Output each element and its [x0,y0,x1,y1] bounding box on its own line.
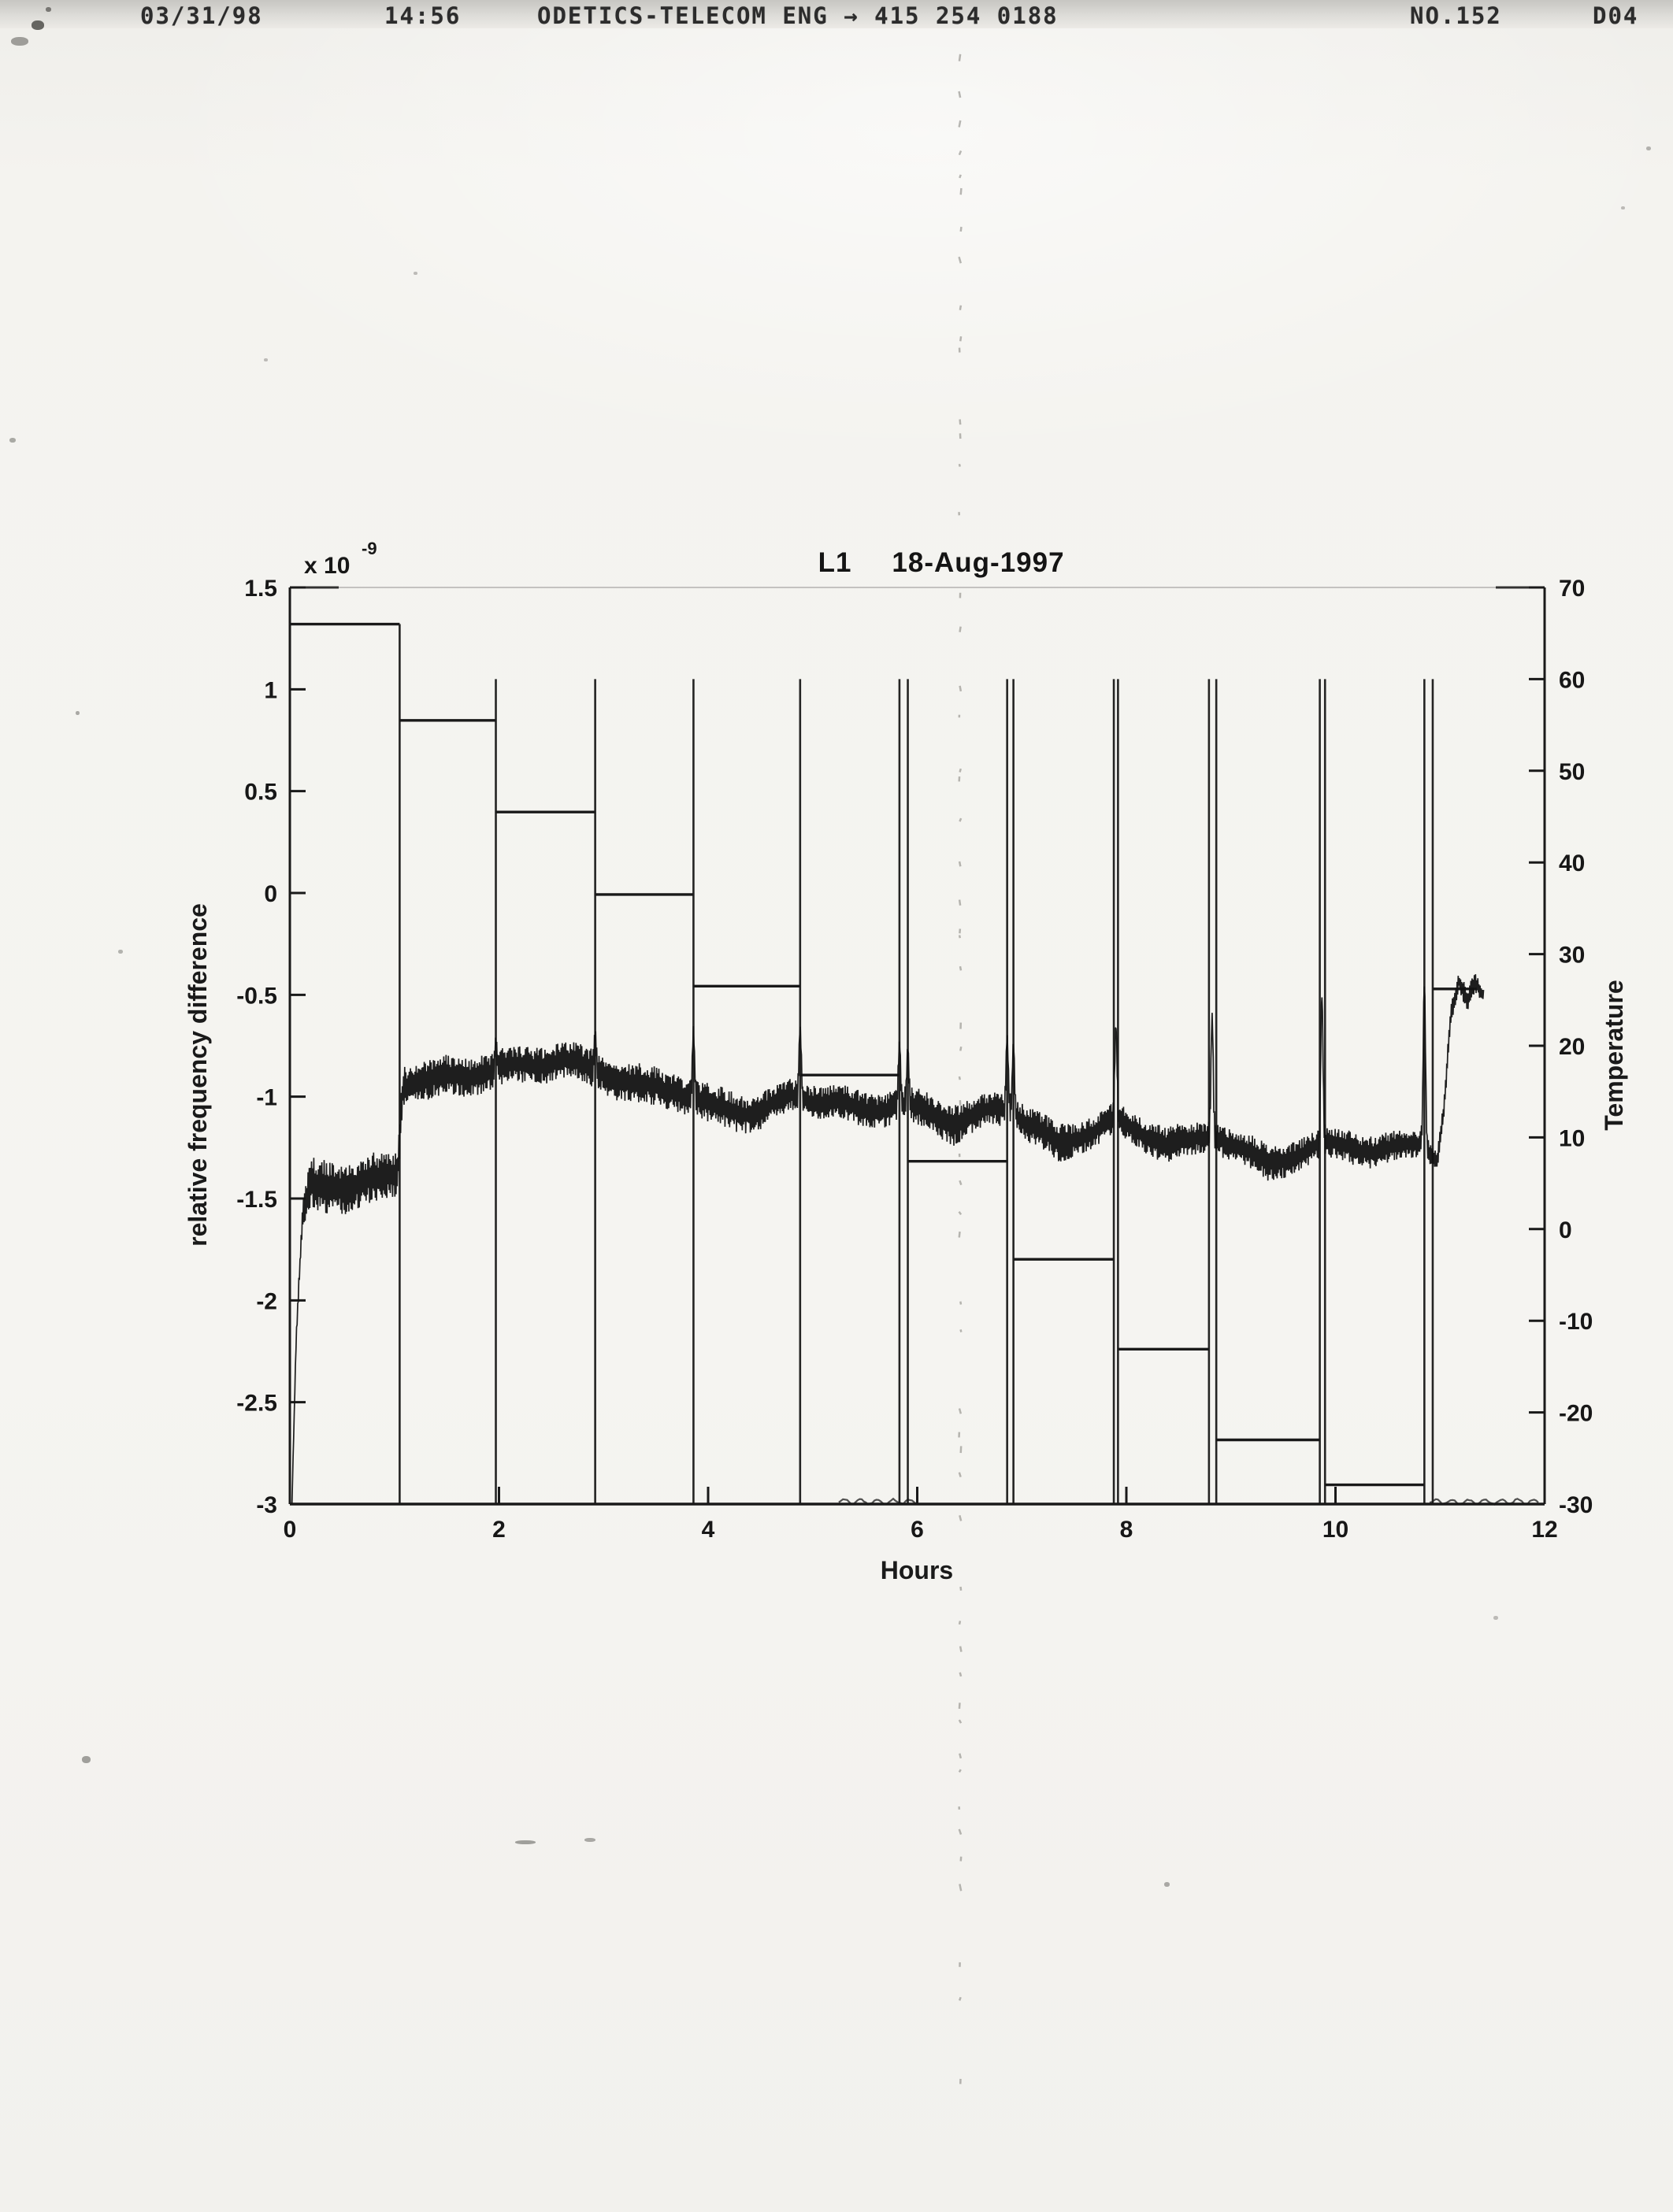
scan-speck [82,1756,91,1763]
fax-date: 03/31/98 [140,2,263,29]
right-tick-label: 70 [1559,576,1586,602]
scan-dot-column-mark [960,627,961,632]
scan-dot-column-mark [961,1587,962,1591]
scan-dot-column-mark [960,1047,961,1050]
scan-dot-column-mark [959,1884,961,1892]
left-tick-label: 0 [264,881,277,907]
fax-time: 14:56 [384,2,462,29]
scan-dot-column-mark [959,1621,960,1624]
scan-dot-column-mark [959,1076,960,1080]
scan-dot-column-mark [959,1754,961,1758]
scan-dot-column-mark [959,1515,961,1521]
scan-speck [9,438,16,443]
scan-dot-column-mark [960,306,961,310]
x-tick-label: 12 [1531,1517,1558,1543]
x-tick-label: 10 [1322,1517,1349,1543]
fax-page-no: NO.152 [1410,2,1502,29]
right-tick-label: -10 [1559,1309,1593,1336]
scan-dot-column-mark [960,1302,961,1305]
scan-dot-column-mark [960,336,961,341]
right-axis-title: Temperature [1600,980,1628,1131]
scan-dot-column-mark [961,188,962,195]
left-tick-label: -3 [256,1492,277,1518]
scan-speck [584,1838,595,1842]
scan-dot-column-mark [959,1720,961,1723]
scan-dot-column-mark [959,1212,962,1215]
scan-speck [1646,146,1651,150]
scan-dot-column-mark [959,1232,960,1237]
scan-dot-column-mark [959,1180,961,1184]
scan-speck [11,37,28,46]
scan-dot-column-mark [959,175,961,178]
fax-route: ODETICS-TELECOM ENG → 415 254 0188 [537,2,1059,29]
scan-dot-column-mark [959,1703,960,1709]
scan-speck [1164,1882,1170,1887]
scan-dot-column-mark [959,1409,961,1414]
scan-dot-column-mark [959,1829,961,1835]
axis-ticks [290,587,1545,1504]
scan-dot-column-mark [959,900,960,906]
left-tick-label: -1 [256,1084,277,1111]
frequency-noise-polyline [292,974,1484,1503]
left-tick-label: 0.5 [244,779,277,806]
scan-dot-column-mark [960,1647,961,1652]
left-tick-label: -2 [256,1288,277,1315]
scan-dot-column-mark [959,120,961,127]
fax-doc-no: D04 [1593,2,1639,29]
chart-title-date: 18-Aug-1997 [892,547,1065,578]
frequency-noise-trace [292,974,1484,1503]
scan-dot-column-mark [960,769,961,772]
scan-dot-column-mark [959,464,960,466]
scan-dot-column-mark [959,54,960,61]
scan-dot-column-mark [961,227,962,232]
scan-dot-column-mark [960,420,961,425]
right-tick-label: -30 [1559,1492,1593,1518]
right-tick-label: 0 [1559,1217,1572,1243]
scan-dot-column-mark [959,91,961,98]
scan-dot-column-mark [960,1329,961,1332]
scan-dot-column-mark [960,686,961,691]
right-tick-label: 40 [1559,850,1586,877]
left-tick-label: 1.5 [244,576,277,602]
right-tick-label: 60 [1559,667,1586,694]
chart-title-series: L1 [818,547,852,578]
scan-speck [118,950,123,954]
scan-speck [76,711,80,715]
scan-speck [515,1840,536,1844]
right-tick-label: 20 [1559,1034,1586,1060]
scan-speck [1621,206,1625,209]
left-tick-label: -2.5 [236,1390,277,1417]
temperature-steps-path [290,624,1477,1485]
scan-speck [414,272,417,275]
x-tick-label: 2 [492,1517,506,1543]
left-axis-title: relative frequency difference [184,903,212,1247]
scan-dot-column-mark [959,861,960,866]
scan-dot-column-mark [959,1997,960,2000]
left-tick-label: -0.5 [236,983,277,1010]
x-axis-title: Hours [880,1556,954,1584]
scan-dot-column-mark [959,257,961,263]
scan-dot-column-mark [960,1673,961,1677]
right-tick-label: 50 [1559,758,1586,785]
temperature-step-trace [290,624,1477,1485]
scan-dot-column-mark [959,1473,961,1477]
right-tick-label: 30 [1559,942,1586,969]
left-tick-label: 1 [264,677,277,704]
left-tick-label: -1.5 [236,1187,277,1213]
scan-dot-column-mark [959,936,960,939]
x-tick-label: 6 [911,1517,924,1543]
scan-dot-column-mark [959,818,961,821]
x-tick-label: 0 [283,1517,297,1543]
scan-speck [1493,1616,1498,1620]
x-tick-label: 4 [701,1517,715,1543]
y-axis-scale-label: x 10 [304,553,351,579]
right-tick-label: -20 [1559,1400,1593,1427]
right-tick-label: 10 [1559,1125,1586,1152]
scan-dot-column-mark [959,151,961,155]
scan-speck [264,358,268,361]
x-tick-label: 8 [1119,1517,1133,1543]
plot-frame [290,587,1545,1504]
scan-speck [46,7,51,12]
scan-dot-column-mark [959,1769,961,1772]
scan-speck [32,20,44,30]
y-axis-scale-exponent: -9 [362,539,377,558]
scan-dot-column-mark [960,966,961,970]
